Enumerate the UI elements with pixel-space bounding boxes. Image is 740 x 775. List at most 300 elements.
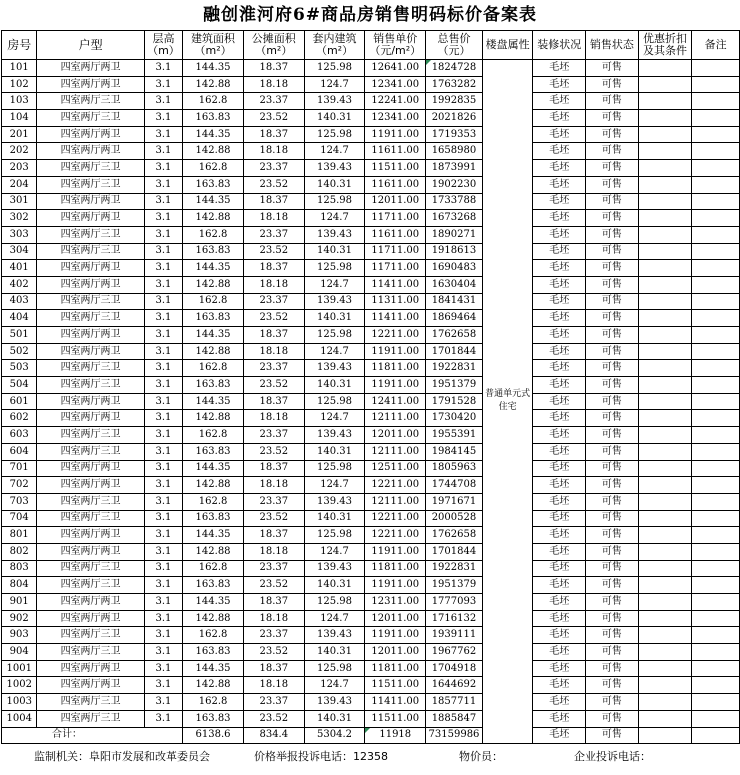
page-title: 融创淮河府6#商品房销售明码标价备案表 xyxy=(202,5,538,25)
cell-inner: 124.7 xyxy=(304,76,365,93)
cell-inner: 140.31 xyxy=(304,110,365,127)
cell-height: 3.1 xyxy=(144,76,182,93)
cell-status: 可售 xyxy=(586,493,639,510)
cell-discount xyxy=(638,276,692,293)
cell-unit-price: 12341.00 xyxy=(365,110,426,127)
cell-note xyxy=(692,310,740,327)
cell-shared: 23.52 xyxy=(243,310,304,327)
cell-type: 四室两厅两卫 xyxy=(37,543,144,560)
cell-decor: 毛坯 xyxy=(533,176,586,193)
cell-area: 162.8 xyxy=(183,493,244,510)
cell-type: 四室两厅三卫 xyxy=(37,644,144,661)
cell-status: 可售 xyxy=(586,543,639,560)
cell-inner: 125.98 xyxy=(304,60,365,77)
table-row xyxy=(2,276,740,293)
cell-height: 3.1 xyxy=(144,577,182,594)
header-row xyxy=(2,31,740,60)
table-row xyxy=(2,410,740,427)
cell-unit-price: 12311.00 xyxy=(365,594,426,611)
cell-room: 804 xyxy=(2,577,37,594)
cell-decor: 毛坯 xyxy=(533,76,586,93)
table-row xyxy=(2,260,740,277)
table-row xyxy=(2,677,740,694)
cell-shared: 23.52 xyxy=(243,510,304,527)
cell-discount xyxy=(638,210,692,227)
cell-status: 可售 xyxy=(586,93,639,110)
table-row xyxy=(2,610,740,627)
cell-status: 可售 xyxy=(586,293,639,310)
cell-decor: 毛坯 xyxy=(533,510,586,527)
cell-unit-price: 12241.00 xyxy=(365,93,426,110)
table-row xyxy=(2,443,740,460)
table-row xyxy=(2,577,740,594)
cell-shared: 23.37 xyxy=(243,226,304,243)
cell-note xyxy=(692,677,740,694)
cell-height: 3.1 xyxy=(144,377,182,394)
cell-room: 904 xyxy=(2,644,37,661)
cell-discount xyxy=(638,610,692,627)
cell-unit-price: 11711.00 xyxy=(365,243,426,260)
cell-total: 1902230 xyxy=(426,176,483,193)
cell-unit-price: 11911.00 xyxy=(365,577,426,594)
cell-discount xyxy=(638,577,692,594)
cell-unit-price: 12111.00 xyxy=(365,493,426,510)
cell-type: 四室两厅两卫 xyxy=(37,276,144,293)
cell-total: 2021826 xyxy=(426,110,483,127)
table-row xyxy=(2,343,740,360)
cell-inner: 140.31 xyxy=(304,510,365,527)
cell-inner: 124.7 xyxy=(304,210,365,227)
cell-note xyxy=(692,377,740,394)
cell-height: 3.1 xyxy=(144,644,182,661)
cell-status: 可售 xyxy=(586,243,639,260)
cell-unit-price: 12511.00 xyxy=(365,460,426,477)
cell-total: 1719353 xyxy=(426,126,483,143)
cell-decor: 毛坯 xyxy=(533,243,586,260)
cell-note xyxy=(692,327,740,344)
cell-type: 四室两厅三卫 xyxy=(37,443,144,460)
cell-total: 1951379 xyxy=(426,577,483,594)
cell-type: 四室两厅三卫 xyxy=(37,427,144,444)
cell-total: 1890271 xyxy=(426,226,483,243)
cell-note xyxy=(692,143,740,160)
cell-status: 可售 xyxy=(586,527,639,544)
cell-area: 144.35 xyxy=(183,193,244,210)
cell-discount xyxy=(638,694,692,711)
cell-shared: 23.52 xyxy=(243,577,304,594)
cell-height: 3.1 xyxy=(144,276,182,293)
cell-room: 303 xyxy=(2,226,37,243)
cell-unit-price: 12211.00 xyxy=(365,327,426,344)
cell-room: 404 xyxy=(2,310,37,327)
table-row xyxy=(2,126,740,143)
cell-area: 144.35 xyxy=(183,60,244,77)
cell-area: 163.83 xyxy=(183,377,244,394)
cell-discount xyxy=(638,93,692,110)
cell-unit-price: 12211.00 xyxy=(365,510,426,527)
cell-note xyxy=(692,460,740,477)
cell-type: 四室两厅两卫 xyxy=(37,76,144,93)
cell-unit-price: 11911.00 xyxy=(365,543,426,560)
table-row xyxy=(2,310,740,327)
cell-note xyxy=(692,176,740,193)
cell-discount xyxy=(638,226,692,243)
cell-total: 1673268 xyxy=(426,210,483,227)
cell-decor: 毛坯 xyxy=(533,377,586,394)
cell-room: 503 xyxy=(2,360,37,377)
cell-discount xyxy=(638,660,692,677)
cell-shared: 23.52 xyxy=(243,176,304,193)
cell-room: 101 xyxy=(2,60,37,77)
cell-room: 302 xyxy=(2,210,37,227)
cell-type: 四室两厅三卫 xyxy=(37,243,144,260)
cell-type: 四室两厅两卫 xyxy=(37,610,144,627)
cell-type: 四室两厅三卫 xyxy=(37,160,144,177)
cell-height: 3.1 xyxy=(144,594,182,611)
cell-area: 142.88 xyxy=(183,677,244,694)
cell-height: 3.1 xyxy=(144,560,182,577)
cell-area: 163.83 xyxy=(183,176,244,193)
cell-note xyxy=(692,360,740,377)
cell-area: 144.35 xyxy=(183,327,244,344)
cell-unit-price: 11611.00 xyxy=(365,143,426,160)
cell-shared: 18.18 xyxy=(243,210,304,227)
table-row xyxy=(2,527,740,544)
cell-decor: 毛坯 xyxy=(533,677,586,694)
cell-decor: 毛坯 xyxy=(533,226,586,243)
cell-decor: 毛坯 xyxy=(533,393,586,410)
cell-status: 可售 xyxy=(586,110,639,127)
table-row xyxy=(2,143,740,160)
price-table xyxy=(1,30,740,744)
cell-note xyxy=(692,644,740,661)
cell-area: 162.8 xyxy=(183,226,244,243)
cell-area: 144.35 xyxy=(183,594,244,611)
cell-height: 3.1 xyxy=(144,627,182,644)
cell-discount xyxy=(638,76,692,93)
cell-type: 四室两厅三卫 xyxy=(37,510,144,527)
cell-height: 3.1 xyxy=(144,327,182,344)
cell-decor: 毛坯 xyxy=(533,126,586,143)
cell-height: 3.1 xyxy=(144,126,182,143)
cell-height: 3.1 xyxy=(144,710,182,727)
cell-total: 1873991 xyxy=(426,160,483,177)
cell-room: 104 xyxy=(2,110,37,127)
cell-decor: 毛坯 xyxy=(533,660,586,677)
cell-note xyxy=(692,76,740,93)
cell-type: 四室两厅两卫 xyxy=(37,143,144,160)
cell-height: 3.1 xyxy=(144,460,182,477)
cell-discount xyxy=(638,710,692,727)
cell-discount xyxy=(638,193,692,210)
table-row xyxy=(2,660,740,677)
cell-height: 3.1 xyxy=(144,660,182,677)
table-row xyxy=(2,543,740,560)
cell-status: 可售 xyxy=(586,76,639,93)
cell-total: 1744708 xyxy=(426,477,483,494)
cell-note xyxy=(692,627,740,644)
cell-type: 四室两厅三卫 xyxy=(37,694,144,711)
cell-room: 402 xyxy=(2,276,37,293)
cell-room: 201 xyxy=(2,126,37,143)
cell-height: 3.1 xyxy=(144,410,182,427)
cell-decor: 毛坯 xyxy=(533,310,586,327)
cell-type: 四室两厅两卫 xyxy=(37,193,144,210)
cell-decor: 毛坯 xyxy=(533,594,586,611)
cell-room: 903 xyxy=(2,627,37,644)
cell-discount xyxy=(638,393,692,410)
cell-height: 3.1 xyxy=(144,193,182,210)
cell-shared: 23.37 xyxy=(243,93,304,110)
cell-discount xyxy=(638,143,692,160)
cell-total: 1984145 xyxy=(426,443,483,460)
cell-type: 四室两厅三卫 xyxy=(37,377,144,394)
cell-inner: 125.98 xyxy=(304,260,365,277)
cell-room: 1001 xyxy=(2,660,37,677)
cell-type: 四室两厅三卫 xyxy=(37,110,144,127)
cell-type: 四室两厅三卫 xyxy=(37,176,144,193)
cell-total: 1922831 xyxy=(426,560,483,577)
cell-note xyxy=(692,160,740,177)
cell-area: 144.35 xyxy=(183,126,244,143)
cell-area: 142.88 xyxy=(183,610,244,627)
cell-decor: 毛坯 xyxy=(533,694,586,711)
table-row xyxy=(2,377,740,394)
cell-discount xyxy=(638,60,692,77)
cell-area: 162.8 xyxy=(183,160,244,177)
cell-inner: 124.7 xyxy=(304,610,365,627)
cell-unit-price: 11911.00 xyxy=(365,343,426,360)
cell-status: 可售 xyxy=(586,193,639,210)
cell-room: 603 xyxy=(2,427,37,444)
cell-discount xyxy=(638,343,692,360)
cell-type: 四室两厅两卫 xyxy=(37,327,144,344)
cell-type: 四室两厅两卫 xyxy=(37,660,144,677)
cell-shared: 23.37 xyxy=(243,360,304,377)
cell-status: 可售 xyxy=(586,260,639,277)
cell-type: 四室两厅三卫 xyxy=(37,493,144,510)
cell-shared: 23.52 xyxy=(243,377,304,394)
cell-area: 162.8 xyxy=(183,560,244,577)
cell-type: 四室两厅三卫 xyxy=(37,310,144,327)
cell-inner: 125.98 xyxy=(304,660,365,677)
cell-inner: 139.43 xyxy=(304,427,365,444)
cell-inner: 139.43 xyxy=(304,93,365,110)
header-status: 销售状态 xyxy=(586,31,639,60)
cell-unit-price: 11411.00 xyxy=(365,276,426,293)
cell-type: 四室两厅三卫 xyxy=(37,226,144,243)
cell-decor: 毛坯 xyxy=(533,410,586,427)
cell-total: 1951379 xyxy=(426,377,483,394)
cell-decor: 毛坯 xyxy=(533,327,586,344)
cell-status: 可售 xyxy=(586,460,639,477)
cell-status: 可售 xyxy=(586,226,639,243)
cell-status: 可售 xyxy=(586,410,639,427)
cell-room: 501 xyxy=(2,327,37,344)
cell-type: 四室两厅两卫 xyxy=(37,477,144,494)
table-row xyxy=(2,60,740,77)
cell-inner: 139.43 xyxy=(304,293,365,310)
cell-shared: 23.37 xyxy=(243,160,304,177)
cell-type: 四室两厅三卫 xyxy=(37,360,144,377)
cell-status: 可售 xyxy=(586,710,639,727)
cell-area: 142.88 xyxy=(183,410,244,427)
table-row xyxy=(2,627,740,644)
cell-height: 3.1 xyxy=(144,610,182,627)
cell-discount xyxy=(638,110,692,127)
header-note: 备注 xyxy=(692,31,740,60)
cell-height: 3.1 xyxy=(144,93,182,110)
cell-unit-price: 11611.00 xyxy=(365,226,426,243)
cell-status: 可售 xyxy=(586,510,639,527)
table-row xyxy=(2,460,740,477)
cell-unit-price: 11911.00 xyxy=(365,126,426,143)
cell-room: 802 xyxy=(2,543,37,560)
cell-note xyxy=(692,293,740,310)
cell-inner: 125.98 xyxy=(304,594,365,611)
header-unit-price: 销售单价（元/m²） xyxy=(365,31,426,60)
cell-decor: 毛坯 xyxy=(533,610,586,627)
cell-height: 3.1 xyxy=(144,176,182,193)
table-row xyxy=(2,327,740,344)
cell-shared: 23.52 xyxy=(243,110,304,127)
cell-area: 163.83 xyxy=(183,443,244,460)
cell-discount xyxy=(638,260,692,277)
cell-total: 2000528 xyxy=(426,510,483,527)
cell-area: 163.83 xyxy=(183,710,244,727)
cell-note xyxy=(692,477,740,494)
cell-discount xyxy=(638,377,692,394)
cell-unit-price: 12411.00 xyxy=(365,393,426,410)
cell-room: 304 xyxy=(2,243,37,260)
cell-inner: 125.98 xyxy=(304,460,365,477)
cell-inner: 125.98 xyxy=(304,327,365,344)
cell-unit-price: 12211.00 xyxy=(365,477,426,494)
cell-inner: 124.7 xyxy=(304,143,365,160)
header-decor: 装修状况 xyxy=(533,31,586,60)
cell-total: 1704918 xyxy=(426,660,483,677)
cell-status: 可售 xyxy=(586,327,639,344)
cell-height: 3.1 xyxy=(144,477,182,494)
cell-total: 1644692 xyxy=(426,677,483,694)
cell-area: 163.83 xyxy=(183,644,244,661)
cell-shared: 18.18 xyxy=(243,343,304,360)
cell-discount xyxy=(638,477,692,494)
cell-inner: 140.31 xyxy=(304,443,365,460)
cell-discount xyxy=(638,360,692,377)
cell-discount xyxy=(638,126,692,143)
cell-inner: 125.98 xyxy=(304,126,365,143)
cell-area: 162.8 xyxy=(183,293,244,310)
cell-discount xyxy=(638,427,692,444)
totals-inner: 5304.2 xyxy=(304,727,365,743)
cell-room: 703 xyxy=(2,493,37,510)
header-total: 总售价（元） xyxy=(426,31,483,60)
cell-room: 502 xyxy=(2,343,37,360)
cell-shared: 18.18 xyxy=(243,410,304,427)
cell-decor: 毛坯 xyxy=(533,577,586,594)
cell-type: 四室两厅两卫 xyxy=(37,260,144,277)
totals-total: 73159986 xyxy=(426,727,483,743)
totals-discount xyxy=(638,727,692,743)
cell-area: 142.88 xyxy=(183,143,244,160)
cell-unit-price: 11611.00 xyxy=(365,176,426,193)
cell-total: 1630404 xyxy=(426,276,483,293)
cell-unit-price: 11411.00 xyxy=(365,310,426,327)
cell-status: 可售 xyxy=(586,343,639,360)
cell-inner: 125.98 xyxy=(304,193,365,210)
cell-total: 1716132 xyxy=(426,610,483,627)
cell-inner: 139.43 xyxy=(304,360,365,377)
cell-total: 1791528 xyxy=(426,393,483,410)
cell-height: 3.1 xyxy=(144,543,182,560)
cell-note xyxy=(692,710,740,727)
cell-inner: 139.43 xyxy=(304,226,365,243)
cell-status: 可售 xyxy=(586,610,639,627)
cell-height: 3.1 xyxy=(144,260,182,277)
cell-type: 四室两厅两卫 xyxy=(37,527,144,544)
cell-type: 四室两厅三卫 xyxy=(37,710,144,727)
header-type: 户型 xyxy=(37,31,144,60)
table-row xyxy=(2,210,740,227)
cell-discount xyxy=(638,327,692,344)
cell-inner: 139.43 xyxy=(304,560,365,577)
totals-row xyxy=(2,727,740,743)
cell-unit-price: 11911.00 xyxy=(365,377,426,394)
cell-note xyxy=(692,577,740,594)
footer-authority: 监制机关：阜阳市发展和改革委员会 xyxy=(34,749,210,763)
cell-type: 四室两厅两卫 xyxy=(37,594,144,611)
table-row xyxy=(2,477,740,494)
cell-shared: 18.37 xyxy=(243,393,304,410)
cell-status: 可售 xyxy=(586,60,639,77)
header-shared: 公摊面积（m²） xyxy=(243,31,304,60)
cell-note xyxy=(692,260,740,277)
cell-height: 3.1 xyxy=(144,226,182,243)
cell-inner: 139.43 xyxy=(304,694,365,711)
cell-decor: 毛坯 xyxy=(533,477,586,494)
table-row xyxy=(2,360,740,377)
cell-inner: 140.31 xyxy=(304,243,365,260)
cell-status: 可售 xyxy=(586,360,639,377)
cell-room: 601 xyxy=(2,393,37,410)
cell-decor: 毛坯 xyxy=(533,443,586,460)
cell-total: 1777093 xyxy=(426,594,483,611)
cell-type: 四室两厅两卫 xyxy=(37,210,144,227)
cell-height: 3.1 xyxy=(144,360,182,377)
cell-shared: 18.37 xyxy=(243,260,304,277)
cell-unit-price: 12211.00 xyxy=(365,527,426,544)
cell-total: 1841431 xyxy=(426,293,483,310)
cell-type: 四室两厅三卫 xyxy=(37,93,144,110)
cell-status: 可售 xyxy=(586,210,639,227)
cell-room: 602 xyxy=(2,410,37,427)
cell-decor: 毛坯 xyxy=(533,710,586,727)
cell-unit-price: 11511.00 xyxy=(365,710,426,727)
cell-type: 四室两厅两卫 xyxy=(37,460,144,477)
cell-height: 3.1 xyxy=(144,160,182,177)
table-row xyxy=(2,193,740,210)
cell-area: 144.35 xyxy=(183,260,244,277)
cell-total: 1730420 xyxy=(426,410,483,427)
cell-note xyxy=(692,427,740,444)
cell-room: 702 xyxy=(2,477,37,494)
cell-decor: 毛坯 xyxy=(533,644,586,661)
cell-unit-price: 11711.00 xyxy=(365,260,426,277)
cell-height: 3.1 xyxy=(144,393,182,410)
cell-shared: 23.37 xyxy=(243,293,304,310)
cell-room: 701 xyxy=(2,460,37,477)
